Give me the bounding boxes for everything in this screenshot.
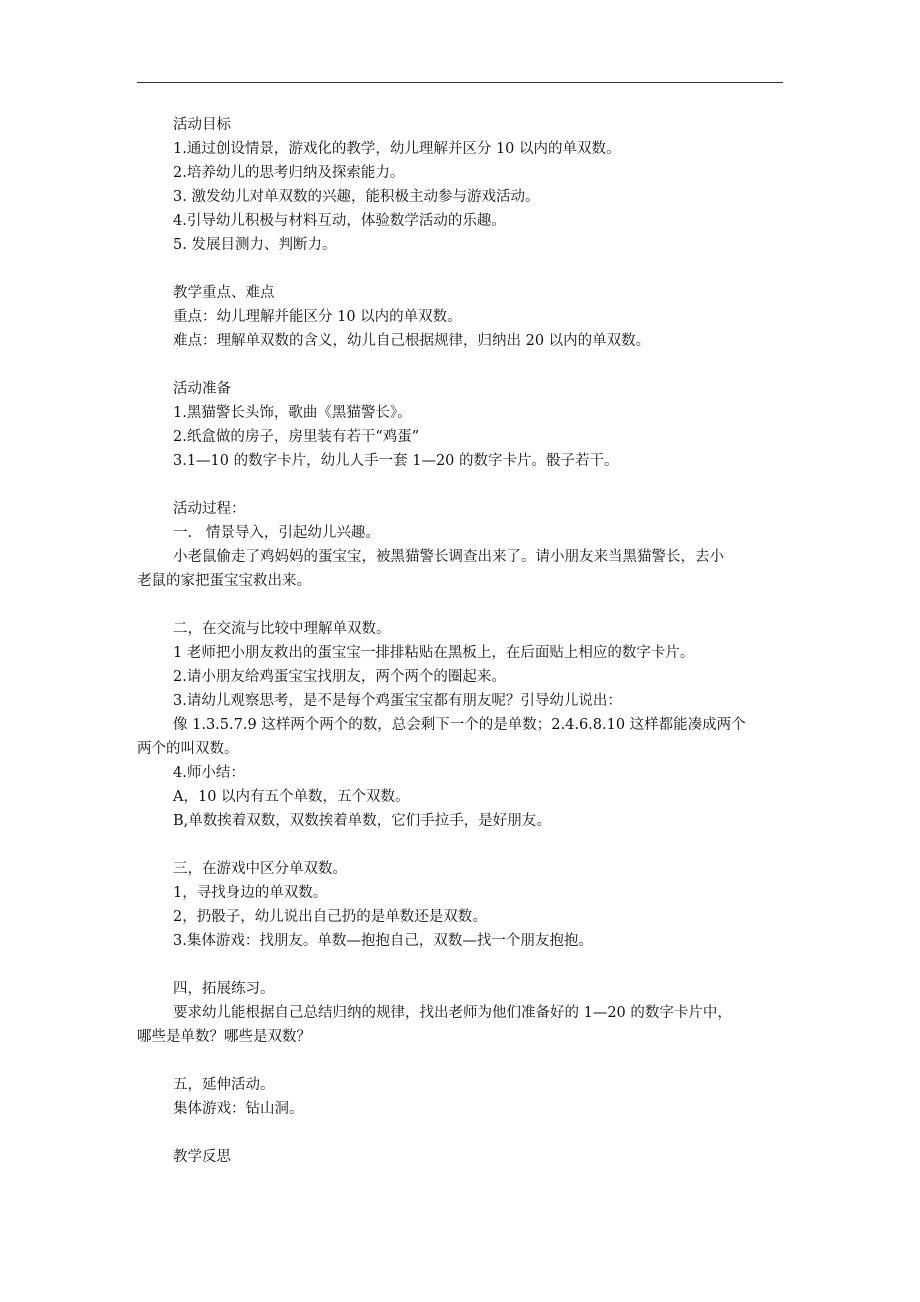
step4-text-line: 要求幼儿能根据自己总结归纳的规律，找出老师为他们准备好的 1—20 的数字卡片中， bbox=[173, 1005, 732, 1021]
step2-summary-item: A，10 以内有五个单数，五个双数。 bbox=[173, 789, 410, 805]
step1-paragraph bbox=[137, 545, 783, 593]
step2-explain-line: 两个的叫双数。 bbox=[137, 741, 239, 757]
step2-explain-line: 像 1.3.5.7.9 这样两个两个的数，总会剩下一个的是单数；2.4.6.8.10 这样都能凑成两个 bbox=[173, 717, 746, 733]
prep-item: 2.纸盒做的房子，房里装有若干“鸡蛋” bbox=[173, 429, 420, 445]
difficulty-point: 难点：理解单双数的含义，幼儿自己根据规律，归纳出 20 以内的单双数。 bbox=[173, 333, 651, 349]
step5-title: 五，延伸活动。 bbox=[173, 1077, 275, 1093]
document-body bbox=[137, 113, 803, 1169]
step4-text-line: 哪些是单数？哪些是双数？ bbox=[137, 1029, 311, 1045]
step2-item: 3.请幼儿观察思考，是不是每个鸡蛋宝宝都有朋友呢？引导幼儿说出： bbox=[173, 693, 622, 709]
process-heading: 活动过程： bbox=[173, 501, 246, 517]
step3-item: 1，寻找身边的单双数。 bbox=[173, 885, 328, 901]
step2-summary-title: 4.师小结： bbox=[173, 765, 245, 781]
step1-text-line: 小老鼠偷走了鸡妈妈的蛋宝宝，被黑猫警长调查出来了。请小朋友来当黑猫警长，去小 bbox=[173, 549, 724, 565]
prep-item: 3.1—10 的数字卡片，幼儿人手一套 1—20 的数字卡片。骰子若干。 bbox=[173, 453, 619, 469]
goal-heading: 活动目标 bbox=[173, 117, 231, 133]
step4-title: 四，拓展练习。 bbox=[173, 981, 275, 997]
prep-item: 1.黑猫警长头饰，歌曲《黑猫警长》。 bbox=[173, 405, 412, 421]
goal-item: 2.培养幼儿的思考归纳及探索能力。 bbox=[173, 165, 405, 181]
step3-title: 三，在游戏中区分单双数。 bbox=[173, 861, 347, 877]
goal-item: 1.通过创设情景，游戏化的教学，幼儿理解并区分 10 以内的单双数。 bbox=[173, 141, 621, 157]
step1-text-line: 老鼠的家把蛋宝宝救出来。 bbox=[137, 573, 311, 589]
goal-item: 3. 激发幼儿对单双数的兴趣，能积极主动参与游戏活动。 bbox=[173, 189, 540, 205]
key-point: 重点：幼儿理解并能区分 10 以内的单双数。 bbox=[173, 309, 462, 325]
step3-item: 2，扔骰子，幼儿说出自己扔的是单数还是双数。 bbox=[173, 909, 487, 925]
step2-summary-item: B,单数挨着双数，双数挨着单数，它们手拉手，是好朋友。 bbox=[173, 813, 551, 829]
step2-item: 2.请小朋友给鸡蛋宝宝找朋友，两个两个的圈起来。 bbox=[173, 669, 506, 685]
prep-heading: 活动准备 bbox=[173, 381, 231, 397]
goal-item: 5. 发展目测力、判断力。 bbox=[173, 237, 337, 253]
step5-text: 集体游戏：钻山洞。 bbox=[173, 1101, 304, 1117]
step2-title: 二，在交流与比较中理解单双数。 bbox=[173, 621, 391, 637]
step2-item: 1 老师把小朋友救出的蛋宝宝一排排粘贴在黑板上，在后面贴上相应的数字卡片。 bbox=[173, 645, 695, 661]
header-rule bbox=[137, 82, 783, 83]
step1-title: 一. 情景导入，引起幼儿兴趣。 bbox=[173, 525, 380, 541]
step2-explain-paragraph bbox=[137, 713, 783, 761]
step4-paragraph bbox=[137, 1001, 783, 1049]
step3-item: 3.集体游戏：找朋友。单数—抱抱自己，双数—找一个朋友抱抱。 bbox=[173, 933, 593, 949]
reflection-heading: 教学反思 bbox=[173, 1149, 231, 1165]
key-heading: 教学重点、难点 bbox=[173, 285, 275, 301]
goal-item: 4.引导幼儿积极与材料互动，体验数学活动的乐趣。 bbox=[173, 213, 506, 229]
